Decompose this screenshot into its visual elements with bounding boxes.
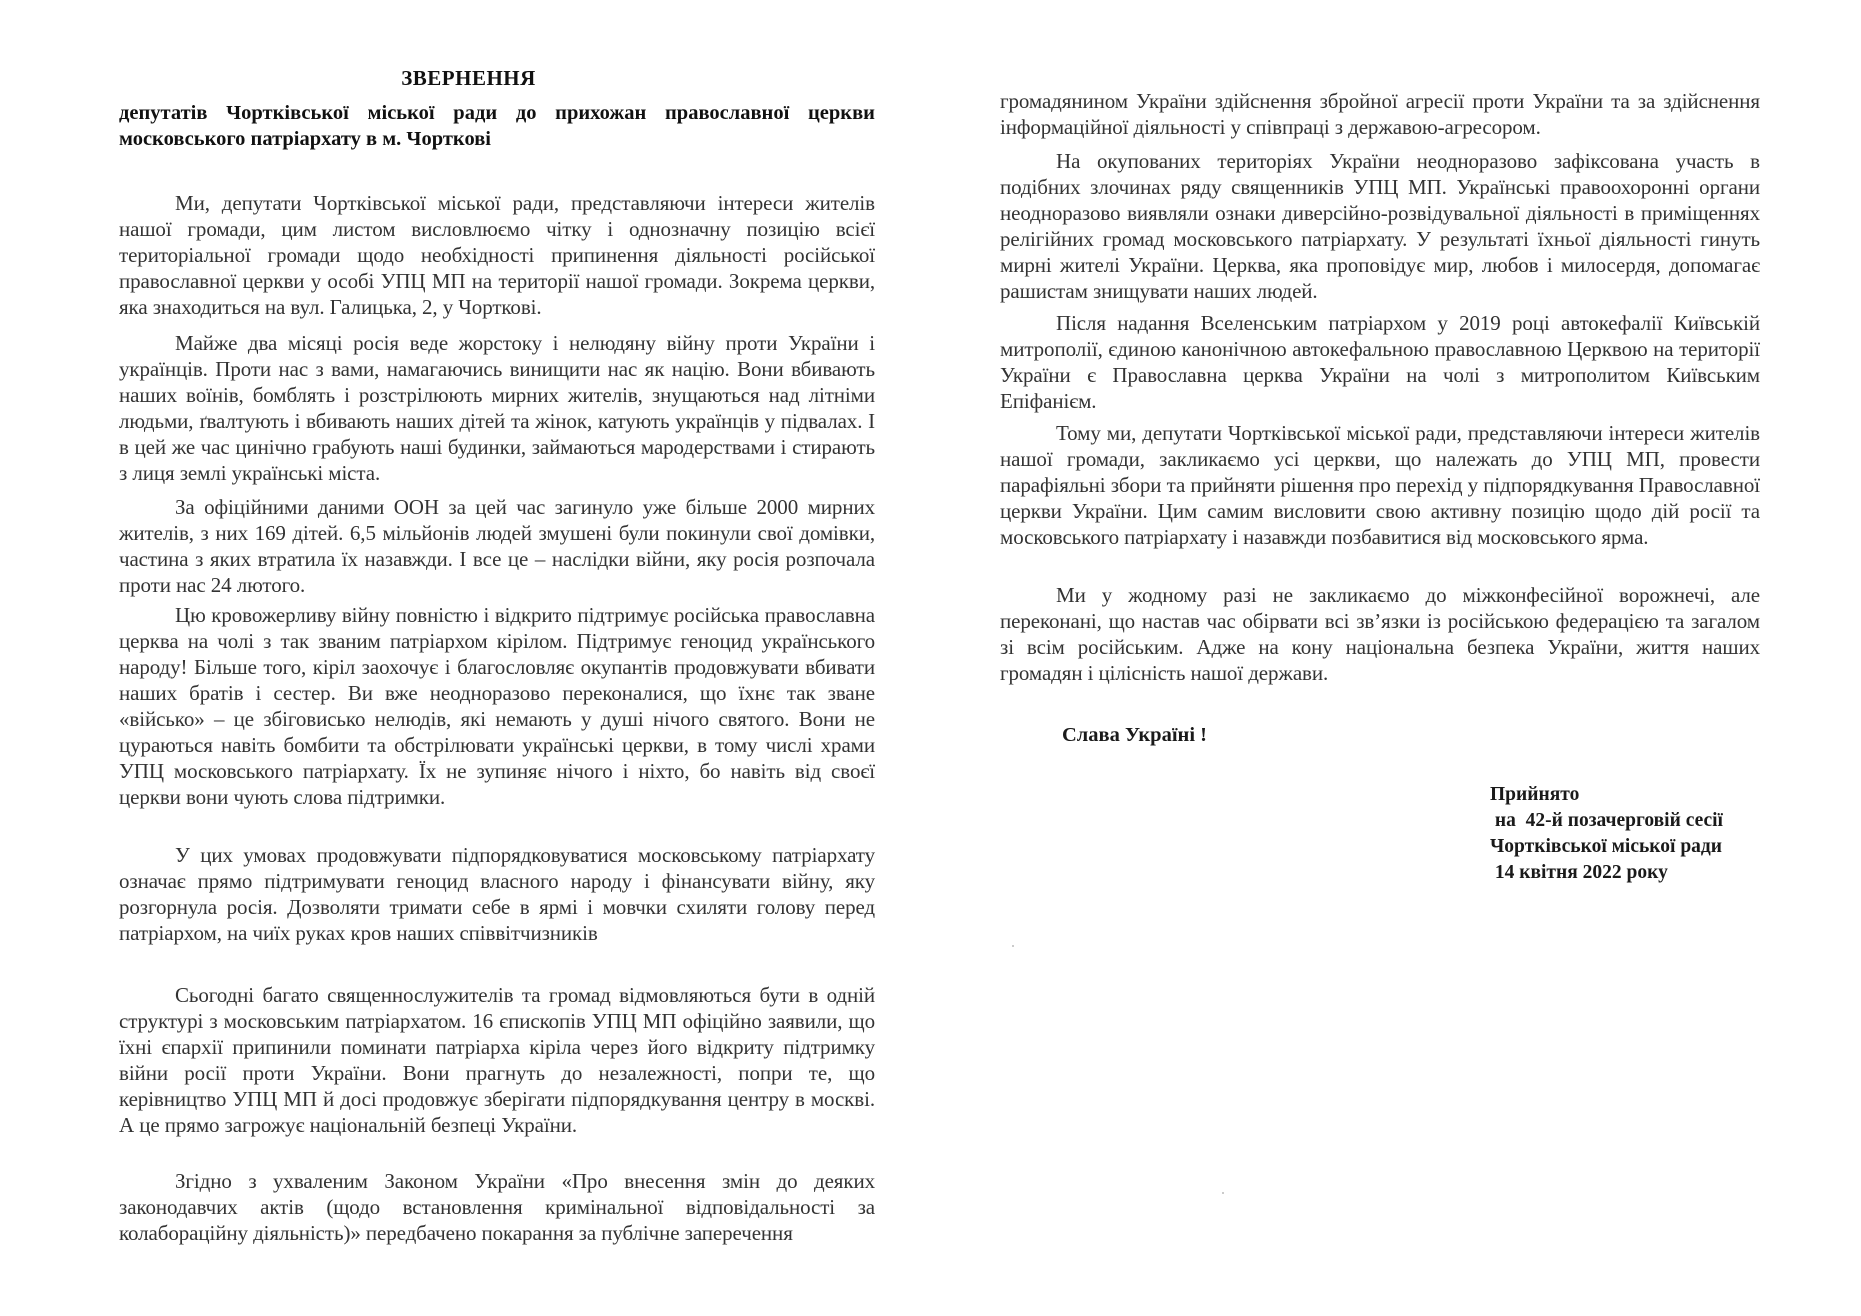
scan-speck <box>1222 1192 1224 1194</box>
document-subtitle: депутатів Чортківської міської ради до прихожан православної церкви московського патріархату в м. Чорткові <box>119 102 875 150</box>
closing-line: Слава Україні ! <box>1062 724 1207 746</box>
adoption-block <box>1490 782 1723 886</box>
right-paragraph-1: громадянином України здійснення збройної агресії проти України та за здійснення інформаційної діяльності у співпраці з державою-агресором. <box>1000 89 1760 139</box>
left-paragraph-2: Майже два місяці росія веде жорстоку і нелюдяну війну проти України і українців. Проти нас з вами, намагаючись винищити нас як націю. Вони вбивають наших воїнів, бомблять і розстрілюють мирних жителів, знущаються над літніми людьми, ґвалтують і вбивають наших дітей та жінок, катують українців у підвалах. І в цей же час цинічно грабують наші будинки, займаються мародерствами і стирають з лиця землі українські міста. <box>119 331 875 485</box>
adoption-line-1: Прийнято <box>1490 784 1580 805</box>
left-paragraph-6: Сьогодні багато священнослужителів та громад відмовляються бути в одній структурі з московським патріархатом. 16 єпископів УПЦ МП офіційно заявили, що їхні єпархії припинили поминати патріарха кіріла через його відкриту підтримку війни росії проти України. Вони прагнуть до незалежності, попри те, що керівництво УПЦ МП й досі продовжує зберігати підпорядкування центру в москві. А це прямо загрожує національній безпеці України. <box>119 983 875 1137</box>
adoption-line-2: на 42-й позачерговій сесії <box>1490 810 1723 831</box>
left-paragraph-3: За офіційними даними ООН за цей час загинуло уже більше 2000 мирних жителів, з них 169 дітей. 6,5 мільйонів людей змушені були покинули свої домівки, частина з яких втратила їх назавжди. І все це – наслідки війни, яку росія розпочала проти нас 24 лютого. <box>119 495 875 597</box>
scan-speck <box>1012 945 1014 947</box>
document-title: ЗВЕРНЕННЯ <box>401 66 536 90</box>
left-paragraph-5: У цих умовах продовжувати підпорядковуватися московському патріархату означає прямо підтримувати геноцид власного народу і фінансувати війну, яку розгорнула росія. Дозволяти тримати себе в ярмі і мовчки схиляти голову перед патріархом, на чиїх руках кров наших співвітчизників <box>119 843 875 945</box>
right-paragraph-5: Ми у жодному разі не закликаємо до міжконфесійної ворожнечі, але переконані, що настав час обірвати всі зв’язки із російською федерацією та загалом зі всім російським. Адже на кону національна безпека України, життя наших громадян і цілісність нашої держави. <box>1000 583 1760 685</box>
right-paragraph-3: Після надання Вселенським патріархом у 2019 році автокефалії Київській митрополії, єдиною канонічною автокефальною православною Церквою на території України є Православна церква України на чолі з митрополитом Київським Епіфанієм. <box>1000 311 1760 413</box>
right-paragraph-2: На окупованих територіях України неодноразово зафіксована участь в подібних злочинах ряду священників УПЦ МП. Українські правоохоронні органи неодноразово виявляли ознаки диверсійно-розвідувальної діяльності в приміщеннях релігійних громад московського патріархату. У результаті їхньої діяльності гинуть мирні жителі України. Церква, яка проповідує мир, любов і милосердя, допомагає рашистам знищувати наших людей. <box>1000 149 1760 303</box>
left-paragraph-4: Цю кровожерливу війну повністю і відкрито підтримує російська православна церква на чолі з так званим патріархом кірілом. Підтримує геноцид українського народу! Більше того, кіріл заохочує і благословляє окупантів продовжувати вбивати наших братів і сестер. Ви вже неодноразово переконалися, що їхнє так зване «військо» – це збіговисько нелюдів, які немають у душі нічого святого. Вони не цураються навіть бомбити та обстрілювати українські церкви, в тому числі храми УПЦ московського патріархату. Їх не зупиняє нічого і ніхто, бо навіть від своєї церкви вони чують слова підтримки. <box>119 603 875 809</box>
adoption-line-4: 14 квітня 2022 року <box>1490 862 1668 883</box>
adoption-line-3: Чортківської міської ради <box>1490 836 1723 857</box>
left-paragraph-1: Ми, депутати Чортківської міської ради, представляючи інтереси жителів нашої громади, цим листом висловлюємо чітку і однозначну позицію всієї територіальної громади щодо необхідності припинення діяльності російської православної церкви у особі УПЦ МП на території нашої громади. Зокрема церкви, яка знаходиться на вул. Галицька, 2, у Чорткові. <box>119 191 875 319</box>
left-paragraph-7: Згідно з ухваленим Законом України «Про внесення змін до деяких законодавчих актів (щодо встановлення кримінальної відповідальності за колабораційну діяльність)» передбачено покарання за публічне заперечення <box>119 1169 875 1245</box>
right-paragraph-4: Тому ми, депутати Чортківської міської ради, представляючи інтереси жителів нашої громади, закликаємо усі церкви, що належать до УПЦ МП, провести парафіяльні збори та прийняти рішення про перехід у підпорядкування Православної церкви України. Цим самим висловити свою активну позицію щодо дій росії та московського патріархату і назавжди позбавитися від московського ярма. <box>1000 421 1760 549</box>
